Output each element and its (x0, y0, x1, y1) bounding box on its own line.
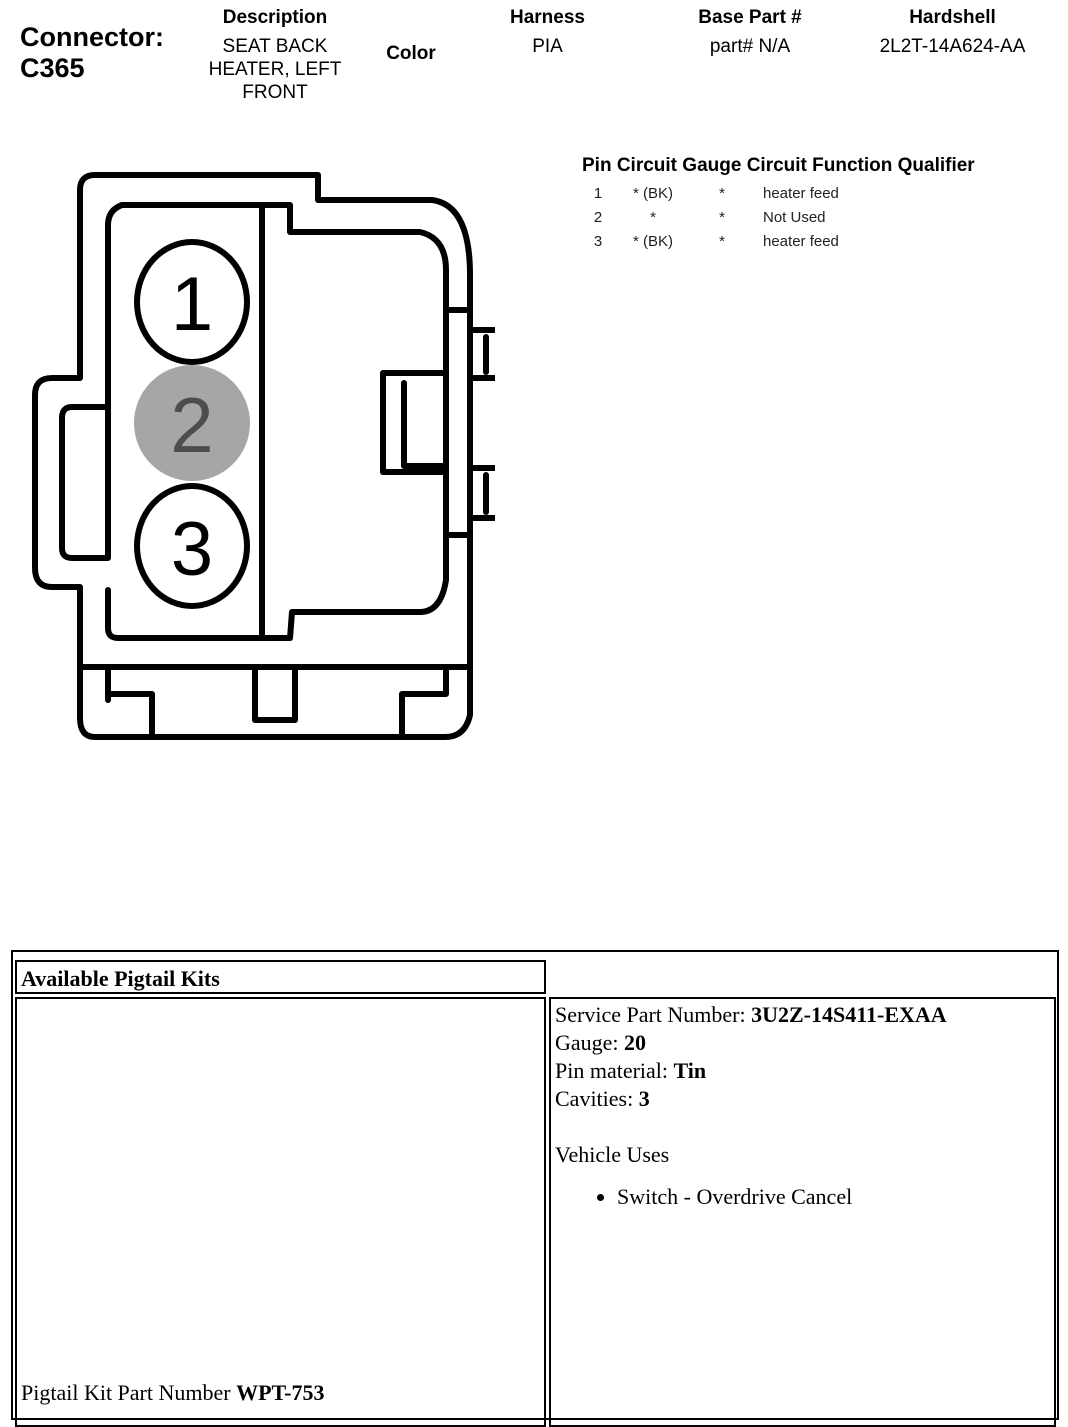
pin-row (582, 229, 975, 253)
pin-function: heater feed (763, 233, 839, 250)
harness-column (490, 6, 605, 58)
pin-material-value: Tin (673, 1058, 707, 1083)
pin-circuit: * (BK) (632, 233, 673, 250)
pin-function: Not Used (763, 209, 826, 226)
connector-title (20, 22, 164, 84)
pin-table-header: Pin Circuit Gauge Circuit Function Qualifier (582, 155, 975, 176)
vehicle-uses-label: Vehicle Uses (555, 1142, 670, 1167)
cavities-value: 3 (638, 1086, 650, 1111)
connector-housing (35, 175, 495, 737)
pigtail-info (555, 1001, 947, 1211)
service-part-label: Service Part Number: (555, 1002, 746, 1027)
gauge-value: 20 (624, 1030, 647, 1055)
description-column (190, 6, 360, 104)
pigtail-image-cell (15, 997, 546, 1427)
pigtail-kit-part-number (21, 1380, 325, 1406)
connector-face-diagram (25, 170, 495, 750)
hardshell-column (855, 6, 1050, 58)
pin-number: 3 (593, 233, 603, 250)
pin-number: 2 (593, 209, 603, 226)
gauge-label: Gauge: (555, 1030, 619, 1055)
pin-material-label: Pin material: (555, 1058, 669, 1083)
pin-gauge: * (719, 209, 725, 226)
service-part-value: 3U2Z-14S411-EXAA (751, 1002, 947, 1027)
cavities-label: Cavities: (555, 1086, 634, 1111)
pin-function: heater feed (763, 185, 839, 202)
pigtail-info-cell (549, 997, 1056, 1427)
base-part-column (665, 6, 835, 58)
pin-number: 1 (593, 185, 603, 202)
vehicle-uses-list (555, 1183, 947, 1211)
pin-circuit: * (BK) (632, 185, 673, 202)
pigtail-title: Available Pigtail Kits (21, 966, 220, 991)
base-part-value: part# N/A (709, 36, 791, 57)
description-label: Description (222, 7, 328, 28)
harness-value: PIA (532, 36, 563, 57)
cavity-1-label: 1 (170, 262, 214, 347)
pin-gauge: * (719, 185, 725, 202)
gauge-line (555, 1029, 947, 1057)
color-label: Color (386, 43, 436, 64)
vehicle-use-item: • Switch - Overdrive Cancel (617, 1183, 947, 1211)
cavities-line (555, 1085, 947, 1113)
connector-id: C365 (20, 53, 85, 83)
kit-label: Pigtail Kit Part Number (21, 1380, 231, 1405)
connector-label: Connector: (20, 22, 164, 52)
pin-row (582, 181, 975, 205)
pigtail-title-cell (15, 960, 546, 994)
kit-number: WPT-753 (236, 1380, 325, 1405)
pin-table (582, 155, 975, 253)
description-value: SEAT BACK HEATER, LEFT FRONT (208, 36, 342, 103)
hardshell-value: 2L2T-14A624-AA (879, 36, 1026, 57)
pin-gauge: * (719, 233, 725, 250)
cavity-2-label: 2 (170, 381, 214, 469)
pin-row (582, 205, 975, 229)
pin-circuit: * (650, 209, 656, 226)
harness-label: Harness (510, 7, 585, 28)
base-part-label: Base Part # (698, 7, 802, 28)
cavity-3-label: 3 (170, 507, 214, 592)
service-part-line (555, 1001, 947, 1029)
hardshell-label: Hardshell (909, 7, 996, 28)
pin-material-line (555, 1057, 947, 1085)
